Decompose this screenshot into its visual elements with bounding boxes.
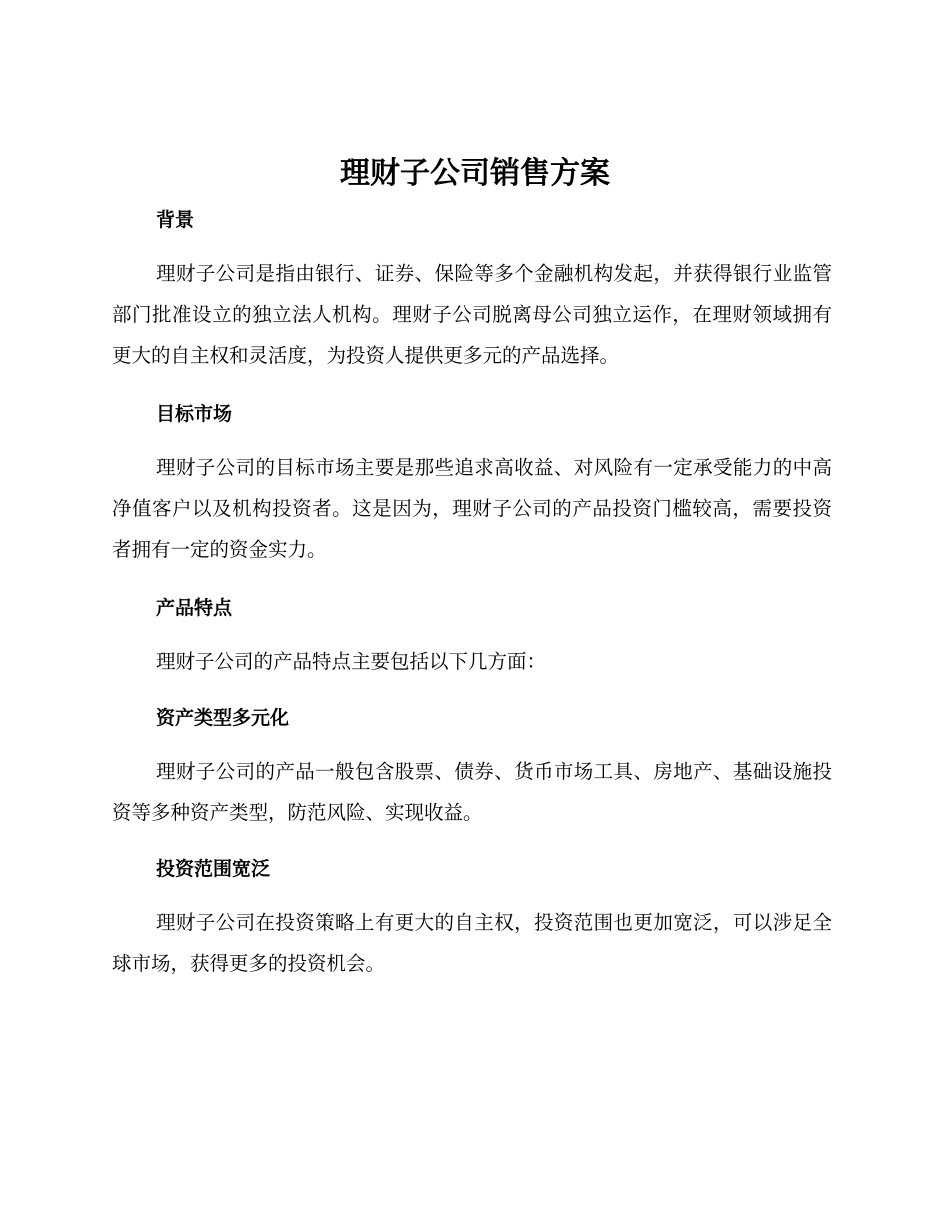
section-heading-target-market: 目标市场 [156, 403, 233, 425]
section-paragraph-asset-diversification: 理财子公司的产品一般包含股票、债券、货币市场工具、房地产、基础设施投资等多种资产类型，防范风险、实现收益。 [112, 760, 832, 824]
section-heading-background: 背景 [156, 209, 195, 231]
section-heading-broad-investment-scope: 投资范围宽泛 [156, 858, 271, 880]
section-paragraph-target-market: 理财子公司的目标市场主要是那些追求高收益、对风险有一定承受能力的中高净值客户以及机构投资者。这是因为，理财子公司的产品投资门槛较高，需要投资者拥有一定的资金实力。 [112, 456, 832, 561]
section-heading-product-features: 产品特点 [156, 597, 233, 619]
section-paragraph-background: 理财子公司是指由银行、证券、保险等多个金融机构发起，并获得银行业监管部门批准设立的独立法人机构。理财子公司脱离母公司独立运作，在理财领域拥有更大的自主权和灵活度，为投资人提供更多元的产品选择。 [112, 262, 832, 367]
section-paragraph-product-features: 理财子公司的产品特点主要包括以下几方面： [156, 650, 547, 673]
section-heading-asset-diversification: 资产类型多元化 [156, 707, 290, 729]
document-title: 理财子公司销售方案 [340, 156, 610, 191]
section-paragraph-broad-investment-scope: 理财子公司在投资策略上有更大的自主权，投资范围也更加宽泛，可以涉足全球市场，获得更多的投资机会。 [112, 911, 832, 975]
